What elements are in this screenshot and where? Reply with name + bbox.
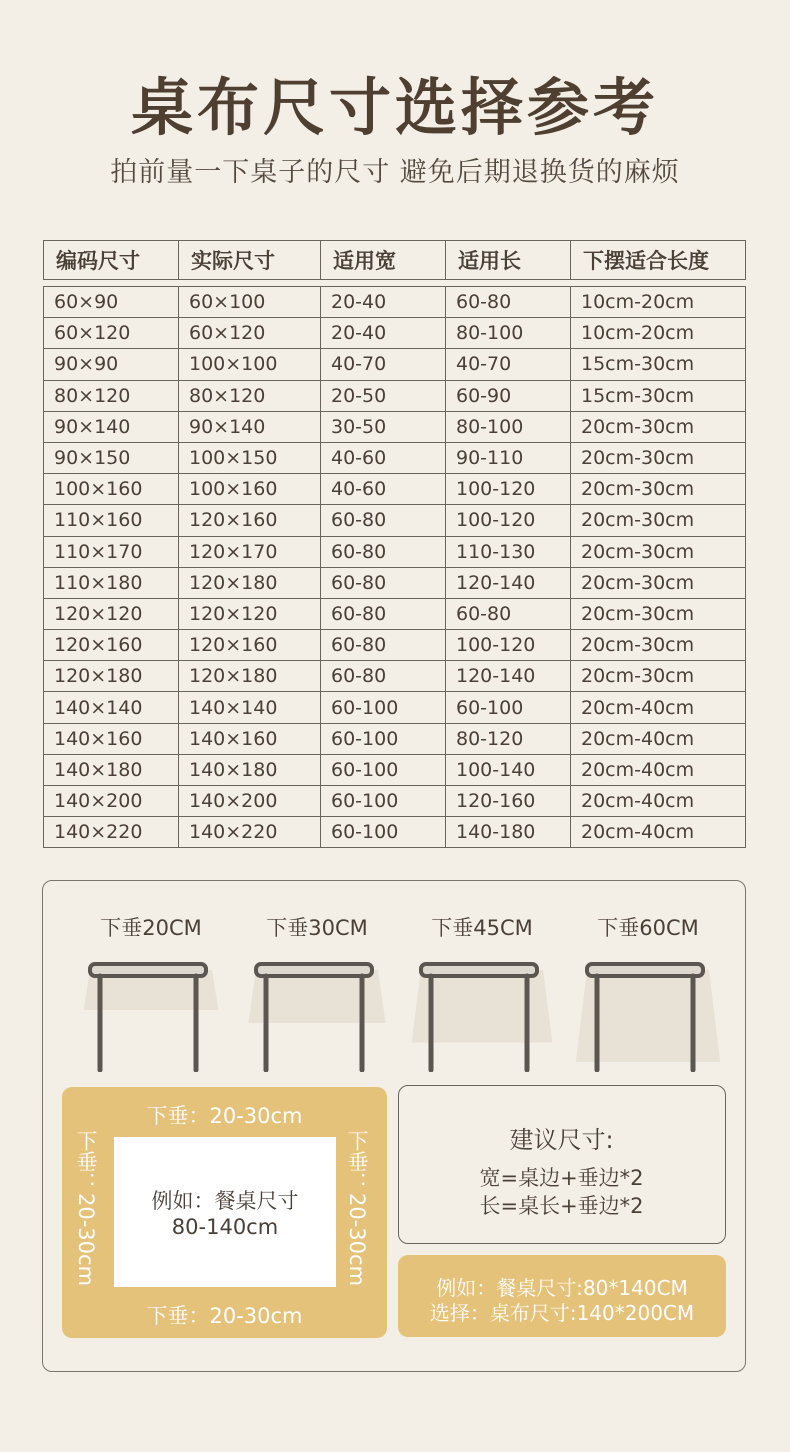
choice-line-1: 例如：餐桌尺寸:80*140CM — [436, 1276, 688, 1300]
cell-fit-width: 40-70 — [321, 349, 446, 380]
cell-fit-width: 20-40 — [321, 318, 446, 349]
cell-fit-width: 20-40 — [321, 287, 446, 318]
page-title: 桌布尺寸选择参考 — [130, 71, 659, 144]
example-right-label: 下垂：20-30cm — [345, 1130, 369, 1287]
advice-width-formula: 宽=桌边+垂边*2 — [479, 1166, 644, 1190]
cell-fit-width: 60-100 — [321, 786, 446, 817]
table-row — [44, 505, 746, 536]
cell-fit-length: 80-100 — [446, 318, 571, 349]
cell-fit-width: 40-60 — [321, 442, 446, 473]
drop-illustration — [573, 912, 723, 1072]
choice-line-2: 选择：桌布尺寸:140*200CM — [429, 1301, 695, 1325]
table-body — [44, 280, 746, 848]
cell-code-size: 140×140 — [44, 692, 179, 723]
header-hem-length: 下摆适合长度 — [571, 241, 746, 280]
cell-fit-length: 120-140 — [446, 567, 571, 598]
cell-code-size: 140×160 — [44, 723, 179, 754]
advice-box — [398, 1085, 726, 1244]
cell-fit-width: 20-50 — [321, 380, 446, 411]
cell-code-size: 90×90 — [44, 349, 179, 380]
cell-actual-size: 100×100 — [179, 349, 321, 380]
cell-code-size: 140×200 — [44, 786, 179, 817]
cell-actual-size: 100×160 — [179, 474, 321, 505]
cell-code-size: 140×180 — [44, 754, 179, 785]
choice-box — [398, 1255, 726, 1337]
cell-fit-length: 140-180 — [446, 817, 571, 848]
header-fit-width: 适用宽 — [321, 241, 446, 280]
table-row — [44, 536, 746, 567]
cell-fit-length: 80-120 — [446, 723, 571, 754]
cell-fit-width: 60-80 — [321, 505, 446, 536]
cell-hem-length: 20cm-40cm — [571, 723, 746, 754]
cell-code-size: 60×120 — [44, 318, 179, 349]
cell-actual-size: 120×180 — [179, 567, 321, 598]
cell-hem-length: 20cm-30cm — [571, 505, 746, 536]
cell-actual-size: 140×180 — [179, 754, 321, 785]
cell-actual-size: 140×140 — [179, 692, 321, 723]
cell-hem-length: 20cm-40cm — [571, 786, 746, 817]
advice-title: 建议尺寸: — [509, 1126, 614, 1154]
cell-fit-length: 60-80 — [446, 287, 571, 318]
cell-fit-width: 60-100 — [321, 817, 446, 848]
cell-hem-length: 20cm-30cm — [571, 567, 746, 598]
cell-code-size: 110×180 — [44, 567, 179, 598]
drop-illustration — [242, 912, 392, 1072]
cell-code-size: 120×180 — [44, 661, 179, 692]
cell-fit-length: 60-100 — [446, 692, 571, 723]
table-row — [44, 442, 746, 473]
table-icon — [573, 952, 723, 1072]
drop-illustration — [76, 912, 226, 1072]
cell-actual-size: 100×150 — [179, 442, 321, 473]
cell-code-size: 80×120 — [44, 380, 179, 411]
cell-actual-size: 140×200 — [179, 786, 321, 817]
table-icon — [407, 952, 557, 1072]
cell-fit-length: 100-120 — [446, 474, 571, 505]
cell-code-size: 110×160 — [44, 505, 179, 536]
table-row — [44, 723, 746, 754]
cell-actual-size: 120×160 — [179, 505, 321, 536]
table-row — [44, 287, 746, 318]
cell-actual-size: 140×160 — [179, 723, 321, 754]
table-row — [44, 567, 746, 598]
cell-actual-size: 140×220 — [179, 817, 321, 848]
table-row — [44, 380, 746, 411]
cell-fit-length: 110-130 — [446, 536, 571, 567]
table-row — [44, 661, 746, 692]
cell-actual-size: 60×100 — [179, 287, 321, 318]
table-row — [44, 474, 746, 505]
cell-code-size: 110×170 — [44, 536, 179, 567]
cell-hem-length: 20cm-30cm — [571, 630, 746, 661]
cell-actual-size: 120×170 — [179, 536, 321, 567]
size-table — [43, 240, 746, 848]
cell-hem-length: 20cm-30cm — [571, 442, 746, 473]
cell-fit-width: 60-100 — [321, 754, 446, 785]
table-row — [44, 598, 746, 629]
cell-fit-length: 60-90 — [446, 380, 571, 411]
example-left-label: 下垂：20-30cm — [74, 1130, 98, 1287]
cell-hem-length: 20cm-30cm — [571, 661, 746, 692]
example-top-label: 下垂：20-30cm — [146, 1104, 303, 1128]
cell-fit-width: 60-80 — [321, 630, 446, 661]
table-icon — [242, 952, 392, 1072]
table-row — [44, 349, 746, 380]
cell-fit-width: 30-50 — [321, 411, 446, 442]
cell-hem-length: 20cm-40cm — [571, 692, 746, 723]
cell-actual-size: 120×160 — [179, 630, 321, 661]
cell-code-size: 60×90 — [44, 287, 179, 318]
table-header-row — [44, 241, 746, 280]
cell-fit-width: 60-100 — [321, 723, 446, 754]
drop-label: 下垂20CM — [100, 916, 202, 940]
table-top — [256, 964, 372, 976]
header-actual-size: 实际尺寸 — [179, 241, 321, 280]
cell-fit-length: 120-140 — [446, 661, 571, 692]
cell-fit-width: 60-80 — [321, 661, 446, 692]
cell-actual-size: 120×120 — [179, 598, 321, 629]
cell-fit-length: 100-120 — [446, 505, 571, 536]
cell-fit-length: 100-140 — [446, 754, 571, 785]
cell-fit-width: 40-60 — [321, 474, 446, 505]
cell-hem-length: 20cm-30cm — [571, 474, 746, 505]
table-row — [44, 817, 746, 848]
cell-fit-width: 60-80 — [321, 536, 446, 567]
cell-fit-length: 40-70 — [446, 349, 571, 380]
header-gap — [44, 280, 746, 287]
cell-code-size: 90×140 — [44, 411, 179, 442]
cell-fit-length: 120-160 — [446, 786, 571, 817]
cell-fit-length: 90-110 — [446, 442, 571, 473]
table-row — [44, 786, 746, 817]
cell-hem-length: 20cm-40cm — [571, 754, 746, 785]
example-bottom-label: 下垂：20-30cm — [146, 1304, 303, 1328]
cell-hem-length: 20cm-40cm — [571, 817, 746, 848]
table-row — [44, 411, 746, 442]
cell-actual-size: 120×180 — [179, 661, 321, 692]
table-row — [44, 692, 746, 723]
page-subtitle: 拍前量一下桌子的尺寸 避免后期退换货的麻烦 — [110, 157, 680, 188]
cell-hem-length: 20cm-30cm — [571, 598, 746, 629]
example-line-2: 80-140cm — [171, 1215, 279, 1239]
drop-label: 下垂60CM — [597, 916, 699, 940]
header-fit-length: 适用长 — [446, 241, 571, 280]
cell-actual-size: 60×120 — [179, 318, 321, 349]
header-code-size: 编码尺寸 — [44, 241, 179, 280]
cell-fit-width: 60-80 — [321, 598, 446, 629]
cell-code-size: 120×160 — [44, 630, 179, 661]
cell-actual-size: 80×120 — [179, 380, 321, 411]
advice-length-formula: 长=桌长+垂边*2 — [479, 1194, 644, 1218]
table-top — [587, 964, 703, 976]
drop-label: 下垂45CM — [431, 916, 533, 940]
cell-hem-length: 20cm-30cm — [571, 411, 746, 442]
table-top — [421, 964, 537, 976]
drop-label: 下垂30CM — [266, 916, 368, 940]
table-row — [44, 630, 746, 661]
cell-code-size: 90×150 — [44, 442, 179, 473]
cell-code-size: 120×120 — [44, 598, 179, 629]
cell-fit-length: 80-100 — [446, 411, 571, 442]
cell-actual-size: 90×140 — [179, 411, 321, 442]
cell-code-size: 140×220 — [44, 817, 179, 848]
example-table-area — [114, 1137, 336, 1287]
cell-hem-length: 20cm-30cm — [571, 536, 746, 567]
cell-hem-length: 10cm-20cm — [571, 287, 746, 318]
cell-code-size: 100×160 — [44, 474, 179, 505]
drop-illustration — [407, 912, 557, 1072]
cell-hem-length: 15cm-30cm — [571, 349, 746, 380]
cell-hem-length: 15cm-30cm — [571, 380, 746, 411]
cell-hem-length: 10cm-20cm — [571, 318, 746, 349]
gap-cell — [44, 280, 746, 287]
cell-fit-width: 60-80 — [321, 567, 446, 598]
table-top — [90, 964, 206, 976]
table-row — [44, 754, 746, 785]
cell-fit-length: 60-80 — [446, 598, 571, 629]
table-icon — [76, 952, 226, 1072]
table-row — [44, 318, 746, 349]
cell-fit-width: 60-100 — [321, 692, 446, 723]
example-line-1: 例如：餐桌尺寸 — [151, 1189, 299, 1213]
cell-fit-length: 100-120 — [446, 630, 571, 661]
